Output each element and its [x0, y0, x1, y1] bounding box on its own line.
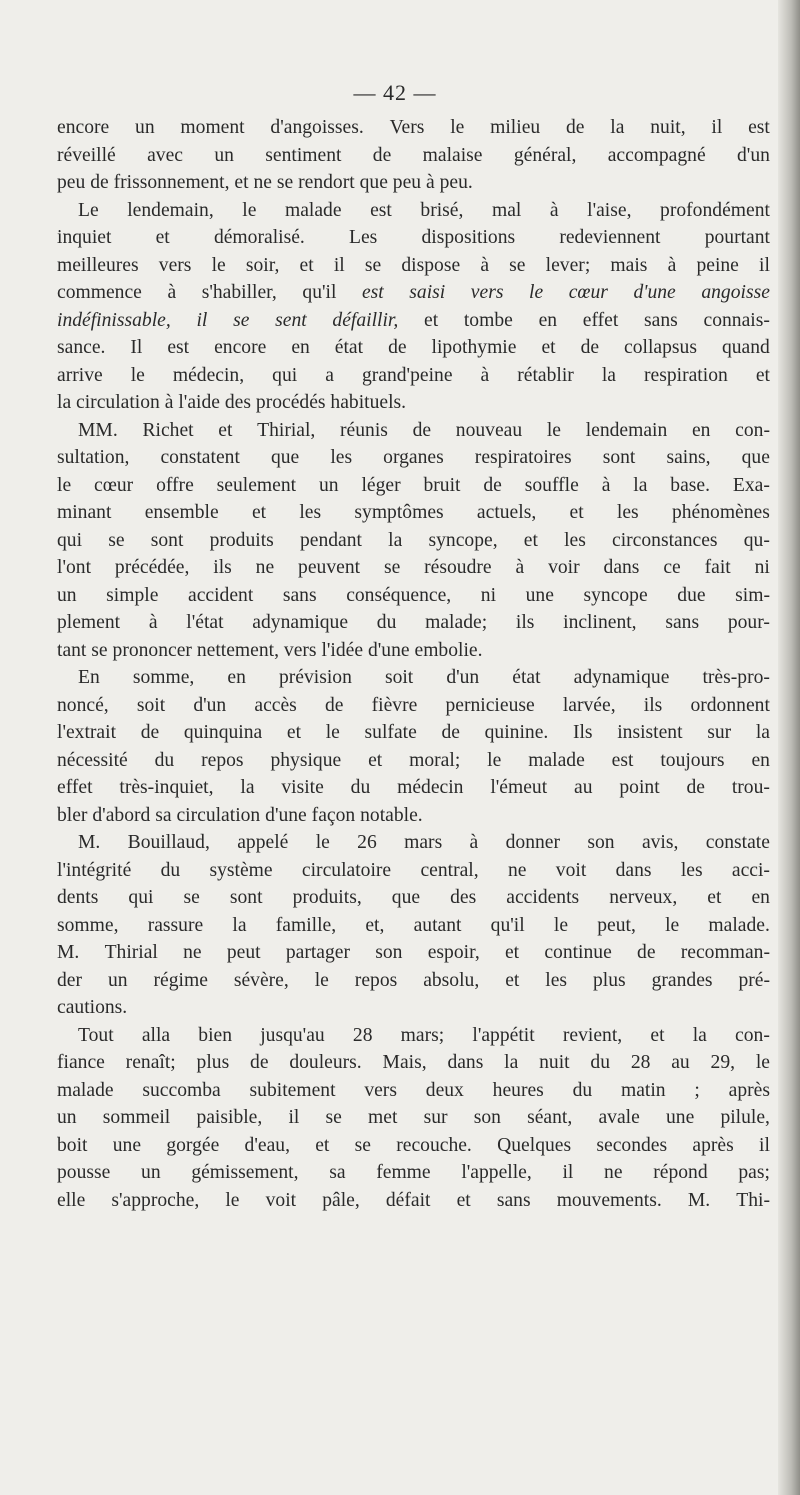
text-line: l'extrait de quinquina et le sulfate de quinine. Ils insistent sur la — [57, 722, 770, 743]
text-line: l'intégrité du système circulatoire central, ne voit dans les acci- — [57, 859, 770, 881]
text-line: le cœur offre seulement un léger bruit de souffle à la base. Exa- — [57, 474, 770, 496]
text-line: meilleures vers le soir, et il se dispose à se lever; mais à peine il — [57, 254, 770, 276]
text-line: cautions. — [57, 997, 128, 1018]
text-line: Tout alla bien jusqu'au 28 mars; l'appétit revient, et la con- — [78, 1024, 770, 1046]
text-line: un simple accident sans conséquence, ni une syncope due sim- — [57, 584, 770, 606]
text-line: der un régime sévère, le repos absolu, et les plus grandes pré- — [57, 969, 770, 991]
text-line: minant ensemble et les symptômes actuels, et les phénomènes — [57, 502, 770, 523]
text-line: En somme, en prévision soit d'un état adynamique très-pro- — [78, 667, 770, 688]
text-line: la circulation à l'aide des procédés habituels. — [57, 392, 407, 413]
text-line: tant se prononcer nettement, vers l'idée d'une embolie. — [57, 639, 483, 661]
text-line: fiance renaît; plus de douleurs. Mais, dans la nuit du 28 au 29, le — [57, 1052, 770, 1073]
text-line: noncé, soit d'un accès de fièvre pernicieuse larvée, ils ordonnent — [57, 694, 770, 716]
page-edge-shadow — [778, 0, 800, 1495]
text-line: dents qui se sont produits, que des accidents nerveux, et en — [57, 887, 770, 908]
text-line: sultation, constatent que les organes respiratoires sont sains, que — [57, 447, 770, 468]
text-line: M. Bouillaud, appelé le 26 mars à donner son avis, constate — [78, 832, 770, 853]
page-number: — 42 — — [353, 80, 437, 105]
text-line: nécessité du repos physique et moral; le malade est toujours en — [57, 749, 770, 771]
text-line: elle s'approche, le voit pâle, défait et sans mouvements. M. Thi- — [57, 1189, 770, 1211]
text-line: boit une gorgée d'eau, et se recouche. Quelques secondes après il — [57, 1134, 770, 1156]
text-line: qui se sont produits pendant la syncope, et les circonstances qu- — [57, 529, 770, 551]
text-line: effet très-inquiet, la visite du médecin l'émeut au point de trou- — [57, 777, 770, 798]
text-line: sance. Il est encore en état de lipothymie et de collapsus quand — [57, 337, 770, 358]
text-line: commence à s'habiller, qu'il est saisi vers le cœur d'une angoisse — [57, 282, 770, 303]
text-line: réveillé avec un sentiment de malaise général, accompagné d'un — [57, 144, 770, 166]
text-line: inquiet et démoralisé. Les dispositions redeviennent pourtant — [57, 227, 770, 248]
text-line: M. Thirial ne peut partager son espoir, et continue de recomman- — [57, 942, 770, 963]
text-line: plement à l'état adynamique du malade; ils inclinent, sans pour- — [57, 612, 770, 633]
text-line: encore un moment d'angoisses. Vers le milieu de la nuit, il est — [57, 117, 770, 138]
text-line: un sommeil paisible, il se met sur son séant, avale une pilule, — [57, 1107, 770, 1128]
body-text — [57, 114, 770, 1214]
text-line: malade succomba subitement vers deux heures du matin ; après — [57, 1079, 770, 1101]
text-line: somme, rassure la famille, et, autant qu'il le peut, le malade. — [57, 914, 770, 936]
text-line: arrive le médecin, qui a grand'peine à rétablir la respiration et — [57, 364, 770, 386]
text-line: MM. Richet et Thirial, réunis de nouveau le lendemain en con- — [78, 419, 770, 441]
text-line: pousse un gémissement, sa femme l'appelle, il ne répond pas; — [57, 1162, 770, 1183]
text-line: indéfinissable, il se sent défaillir, et tombe en effet sans connais- — [57, 309, 770, 331]
text-line: bler d'abord sa circulation d'une façon notable. — [57, 804, 423, 826]
text-line: peu de frissonnement, et ne se rendort que peu à peu. — [57, 172, 473, 193]
text-line: Le lendemain, le malade est brisé, mal à l'aise, profondément — [78, 199, 770, 221]
text-line: l'ont précédée, ils ne peuvent se résoudre à voir dans ce fait ni — [57, 557, 770, 578]
